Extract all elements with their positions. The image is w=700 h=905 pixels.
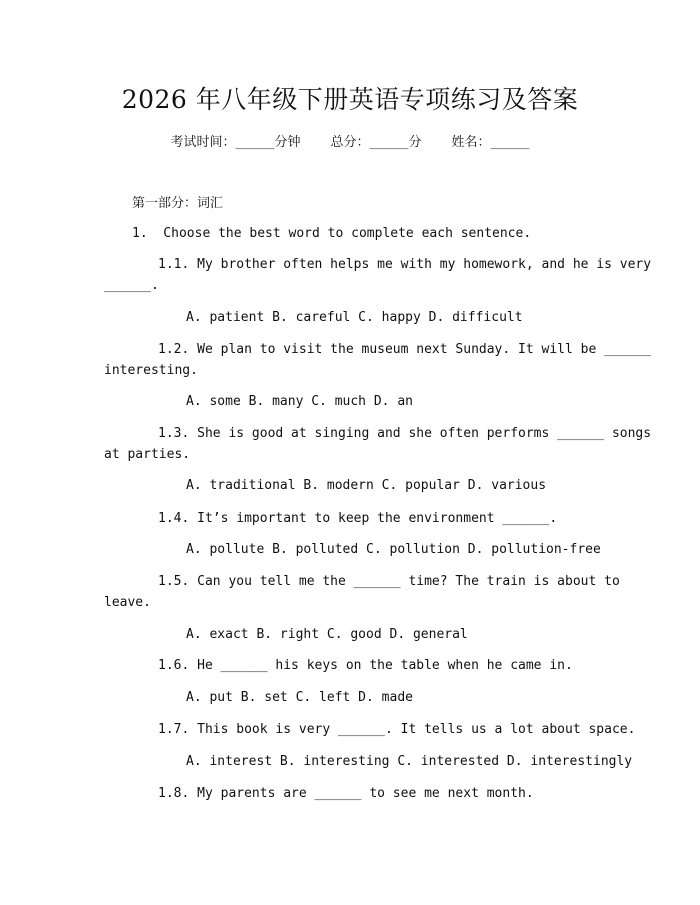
question-item-line: 1.6. He ______ his keys on the table when he came in.: [158, 658, 573, 673]
exam-time-field: 考试时间：______分钟: [170, 135, 301, 150]
section-heading: 第一部分：词汇: [132, 196, 224, 211]
question-item-line: ______.: [104, 278, 159, 293]
question-item-line: 1.7. This book is very ______. It tells us a lot about space.: [158, 722, 636, 737]
question-options: A. interest B. interesting C. interested D. interestingly: [186, 754, 633, 769]
question-options: A. some B. many C. much D. an: [186, 394, 413, 409]
question-item-line: at parties.: [104, 447, 191, 462]
question-item-line: 1.2. We plan to visit the museum next Sunday. It will be ______: [158, 342, 652, 357]
name-field: 姓名：______: [451, 135, 530, 150]
exam-info-bar: [0, 131, 700, 150]
question-instruction: 1. Choose the best word to complete each sentence.: [132, 226, 532, 241]
question-item-line: 1.8. My parents are ______ to see me next month.: [158, 786, 534, 801]
total-score-field: 总分：______分: [330, 135, 422, 150]
question-item-line: 1.5. Can you tell me the ______ time? The train is about to: [158, 574, 620, 589]
question-item-line: 1.1. My brother often helps me with my homework, and he is very: [158, 257, 652, 272]
question-item-line: 1.3. She is good at singing and she often performs ______ songs: [158, 426, 652, 441]
page-title: 2026 年八年级下册英语专项练习及答案: [121, 85, 579, 114]
question-options: A. patient B. careful C. happy D. difficult: [186, 310, 523, 325]
question-item-line: interesting.: [104, 363, 198, 378]
question-options: A. traditional B. modern C. popular D. various: [186, 478, 547, 493]
question-item-line: 1.4. It’s important to keep the environment ______.: [158, 511, 558, 526]
question-options: A. put B. set C. left D. made: [186, 690, 413, 705]
question-options: A. pollute B. polluted C. pollution D. pollution-free: [186, 542, 601, 557]
question-item-line: leave.: [104, 595, 151, 610]
question-options: A. exact B. right C. good D. general: [186, 627, 468, 642]
